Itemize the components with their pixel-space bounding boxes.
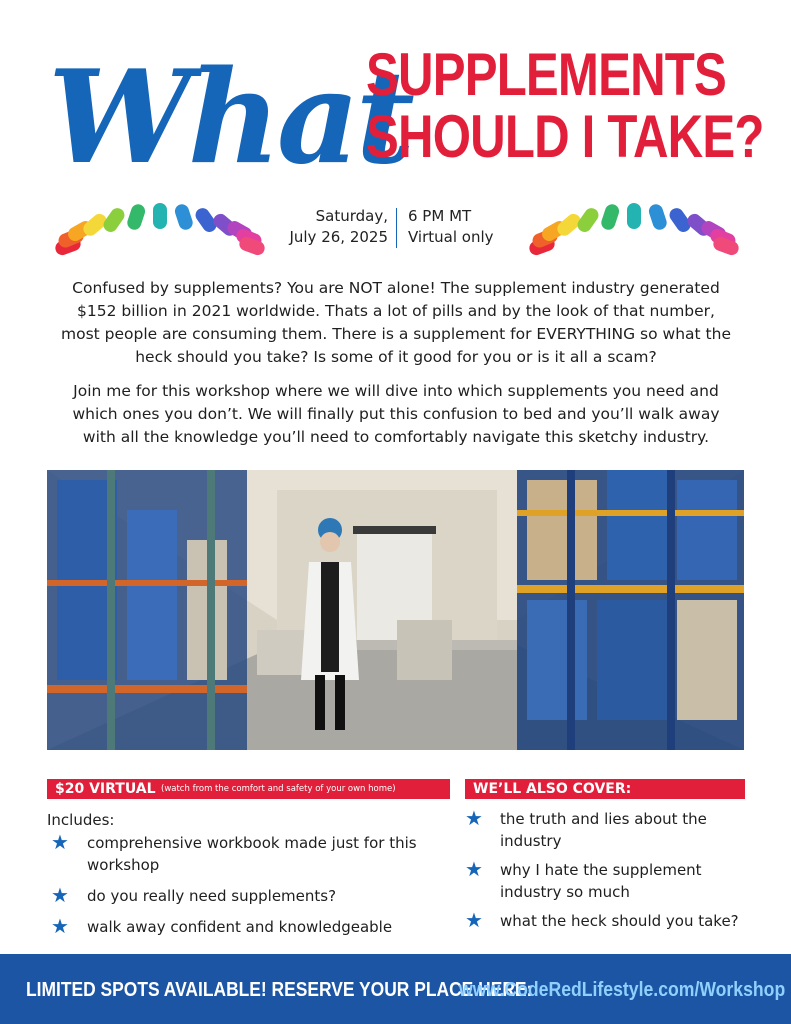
- list-item: [465, 910, 755, 932]
- pill-shape: [153, 203, 167, 229]
- list-item-text: why I hate the supplement industry so much: [500, 861, 702, 901]
- star-icon: ★: [51, 830, 69, 854]
- list-item-text: what the heck should you take?: [500, 912, 739, 930]
- workshop-link[interactable]: www.CodeRedLifestyle.com/Workshop: [459, 978, 786, 1001]
- star-icon: ★: [465, 908, 483, 932]
- list-item: [47, 916, 447, 938]
- list-item-text: do you really need supplements?: [87, 887, 337, 905]
- pill-shape: [627, 203, 641, 229]
- star-icon: ★: [51, 883, 69, 907]
- pill-shape: [173, 202, 194, 231]
- also-cover-list: [465, 808, 755, 939]
- footer-cta: LIMITED SPOTS AVAILABLE! RESERVE YOUR PLACE HERE:: [26, 978, 533, 1001]
- list-item: [47, 832, 447, 876]
- list-item: [465, 808, 755, 852]
- headline: [366, 41, 764, 170]
- pill-shape: [647, 202, 668, 231]
- date-divider: [396, 208, 397, 248]
- pricing-band: [47, 779, 450, 799]
- also-cover-title: WE’LL ALSO COVER:: [473, 781, 632, 797]
- intro-paragraph-1: Confused by supplements? You are NOT alone! The supplement industry generated $152 billion in 2021 worldwide. Thats a lot of pills and by the look of that number, most people are consuming them. There is a supplement for EVERYTHING so what the heck should you take? Is some of it good for you or is it all a scam?: [60, 279, 731, 366]
- star-icon: ★: [465, 806, 483, 830]
- list-item-text: walk away confident and knowledgeable: [87, 918, 393, 936]
- event-details: [250, 206, 540, 250]
- event-day: Saturday,: [315, 207, 388, 225]
- also-cover-band: [465, 779, 745, 799]
- event-time: 6 PM MT: [408, 207, 472, 225]
- script-what-title: What: [48, 43, 411, 193]
- footer-banner: [0, 954, 791, 1024]
- warehouse-photo: [47, 470, 744, 750]
- pill-shape: [599, 202, 620, 231]
- event-time-format: [408, 206, 494, 248]
- list-item: [465, 859, 755, 903]
- intro-paragraph-2: Join me for this workshop where we will dive into which supplements you need and which ones you don’t. We will finally put this confusion to bed and you’ll walk away with all the knowledge you’ll need to comfortably navigate this sketchy industry.: [72, 382, 720, 446]
- event-date-text: July 26, 2025: [289, 228, 388, 246]
- rainbow-pills-icon: [526, 196, 742, 260]
- star-icon: ★: [465, 857, 483, 881]
- includes-label: Includes:: [47, 811, 115, 829]
- pricing-title: $20 VIRTUAL: [55, 781, 156, 797]
- includes-list: [47, 832, 447, 947]
- rainbow-pills-icon: [52, 196, 268, 260]
- pricing-subtitle: (watch from the comfort and safety of your own home): [161, 784, 396, 794]
- star-icon: ★: [51, 914, 69, 938]
- list-item-text: the truth and lies about the industry: [500, 810, 707, 850]
- event-format: Virtual only: [408, 228, 494, 246]
- event-date: [289, 206, 388, 248]
- list-item: [47, 885, 447, 907]
- pill-shape: [125, 202, 146, 231]
- list-item-text: comprehensive workbook made just for this workshop: [87, 834, 417, 874]
- headline-line-2: SHOULD I TAKE?: [366, 103, 764, 170]
- headline-line-1: SUPPLEMENTS: [366, 41, 727, 108]
